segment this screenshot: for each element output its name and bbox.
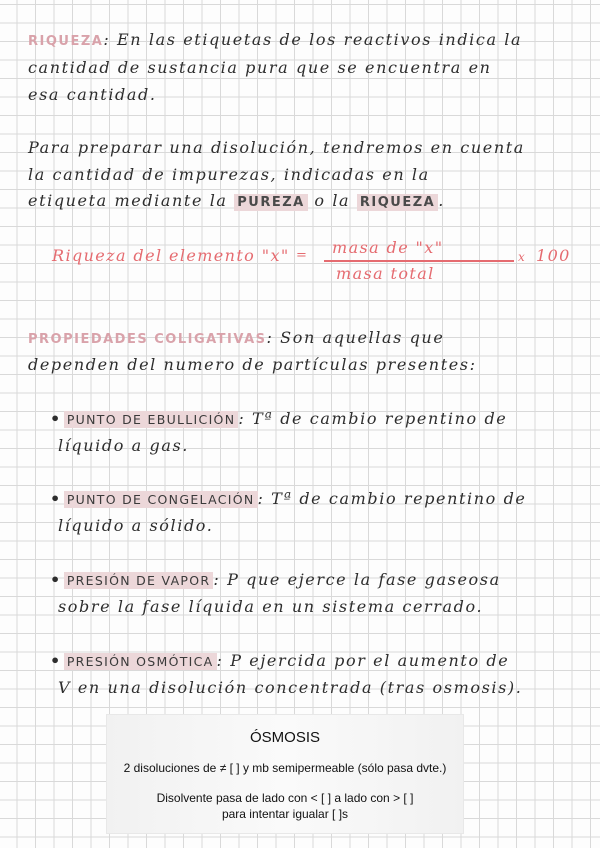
coligativas-definition: : Son aquellas que	[266, 328, 445, 347]
item-text: : Tª de cambio repentino de	[238, 409, 508, 428]
bullet-icon: •	[50, 651, 62, 670]
pureza-line-3	[28, 191, 445, 210]
formula-times: x	[518, 250, 527, 264]
osmosis-title: ÓSMOSIS	[249, 729, 320, 746]
pureza-line-2: la cantidad de impurezas, indicadas en la	[28, 165, 430, 184]
item-label: PRESIÓN OSMÓTICA	[64, 653, 217, 670]
item-text-continued: V en una disolución concentrada (tras osmosis).	[58, 678, 523, 697]
riqueza-line-3: esa cantidad.	[28, 85, 157, 104]
item-text-continued: sobre la fase líquida en un sistema cerrado.	[58, 597, 484, 616]
bullet-icon: •	[50, 489, 62, 508]
list-item	[50, 651, 509, 670]
osmosis-line-1: 2 disoluciones de ≠ [ ] y mb semipermeable (sólo pasa dvte.)	[123, 761, 447, 775]
list-item	[50, 409, 507, 428]
riqueza-heading: RIQUEZA	[28, 34, 104, 49]
fraction-bar	[324, 260, 514, 262]
pureza-term: PUREZA	[234, 194, 307, 211]
riqueza-definition: : En las etiquetas de los reactivos indica la	[103, 30, 523, 49]
formula-factor: 100	[536, 246, 571, 265]
pureza-line-3-start: etiqueta mediante la	[28, 191, 228, 210]
formula-denominator: masa total	[336, 264, 435, 283]
item-label: PUNTO DE CONGELACIÓN	[64, 491, 258, 508]
bullet-icon: •	[50, 570, 62, 589]
riqueza-line-2: cantidad de sustancia pura que se encuentra en	[28, 58, 492, 77]
coligativas-line-1	[28, 328, 444, 347]
item-text: : P que ejerce la fase gaseosa	[213, 570, 501, 589]
item-label: PRESIÓN DE VAPOR	[64, 572, 214, 589]
formula-numerator: masa de "x"	[332, 238, 444, 257]
formula-lhs: Riqueza del elemento "x"	[52, 246, 290, 265]
pureza-line-1: Para preparar una disolución, tendremos en cuenta	[28, 138, 525, 157]
item-text-continued: líquido a gas.	[58, 436, 189, 455]
coligativas-line-2: dependen del numero de partículas presentes:	[28, 355, 477, 374]
o-la-text: o la	[314, 191, 351, 210]
formula-equals: =	[296, 248, 309, 263]
osmosis-line-3: para intentar igualar [ ]s	[221, 807, 349, 821]
riqueza-term: RIQUEZA	[357, 194, 438, 211]
coligativas-heading: PROPIEDADES COLIGATIVAS	[28, 332, 267, 347]
list-item	[50, 570, 501, 589]
osmosis-line-2: Disolvente pasa de lado con < [ ] a lado con > [ ]	[156, 791, 414, 805]
item-text-continued: líquido a sólido.	[58, 516, 214, 535]
item-text: : P ejercida por el aumento de	[216, 651, 510, 670]
riqueza-formula	[52, 236, 571, 286]
item-text: : Tª de cambio repentino de	[257, 489, 527, 508]
item-label: PUNTO DE EBULLICIÓN	[64, 411, 239, 428]
bullet-icon: •	[50, 409, 62, 428]
osmosis-box	[106, 714, 464, 834]
pureza-line-end: .	[438, 191, 445, 210]
list-item	[50, 489, 527, 508]
riqueza-line-1	[28, 30, 522, 49]
